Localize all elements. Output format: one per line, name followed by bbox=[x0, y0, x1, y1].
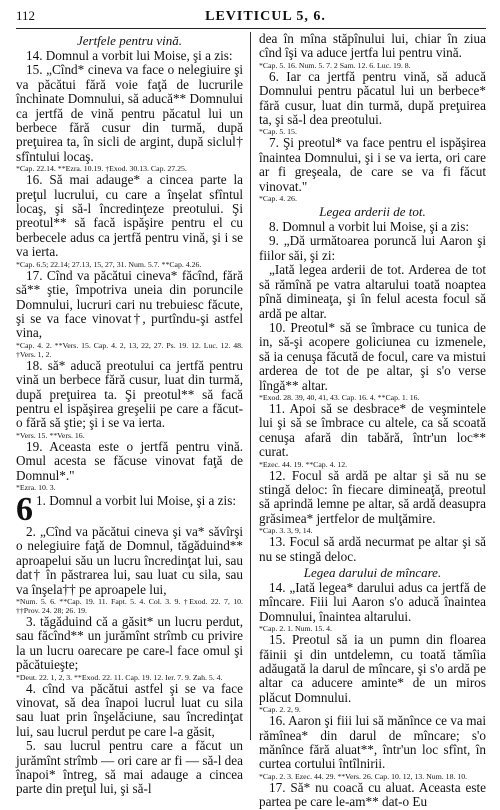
cross-references: *Vers. 15. **Vers. 16. bbox=[16, 430, 85, 440]
book-chapter-title: LEVITICUL 5, 6. bbox=[205, 9, 326, 24]
verse: 15. „Cînd* cineva va face o nelegiuire şi va păcătui fără voie faţă de lucrurile închinate Domnului, să aducă** Domnului ca jertfă de vină pentru păcatul lui un berbece fără cusur din turmă, după preţuirea ta, în sicli de argint, după siclul† sfîntului locaş. bbox=[16, 62, 243, 164]
verse: 12. Focul să ardă pe altar şi să nu se stingă deloc: în fiecare dimineaţă, preotul să aprindă lemne pe altar, să ardă deasupra grăsimea* jertfelor de mulţămire. bbox=[259, 467, 486, 526]
cross-references: *Exod. 28. 39, 40, 41, 43. Cap. 16. 4. **Cap. 1. 16. bbox=[259, 392, 420, 402]
right-column bbox=[251, 31, 486, 810]
verse: 14. „Iată legea* darului adus ca jertfă de mîncare. Fiii lui Aaron s'o aducă înaintea Domnului, înaintea altarului. bbox=[259, 580, 486, 624]
verse: 4. cînd va păcătui astfel şi se va face vinovat, să dea înapoi lucrul luat cu sila sau luat prin înşelăciune, sau încredinţat lui, sau lucrul perdut pe care l-a găsit, bbox=[16, 680, 243, 739]
cross-references: *Cap. 22.14. **Ezra. 10.19. †Exod. 30.13. Cap. 27.25. bbox=[16, 164, 187, 174]
verse: 16. Aaron şi fiii lui să mănînce ce va mai rămînea* din darul de mîncare; s'o mănînce fără aluat**, într'un loc sfînt, în curtea cortului întîlnirii. bbox=[259, 713, 486, 772]
cross-references: *Cap. 3. 3, 9, 14. bbox=[259, 526, 313, 536]
cross-references: *Cap. 2. 1. Num. 15. 4. bbox=[259, 624, 332, 634]
verse: 9. „Dă următoarea poruncă lui Aaron şi fiilor săi, şi zi: bbox=[259, 233, 486, 263]
verse: 3. tăgăduind că a găsit* un lucru perdut, sau făcînd** un jurămînt strîmb cu privire la un lucru oarecare pe care-l face omul şi păcătuieşte; bbox=[16, 614, 243, 673]
page-number: 112 bbox=[16, 8, 36, 23]
cross-references: *Ezra. 10. 3. bbox=[16, 482, 56, 492]
section-heading: Legea darului de mîncare. bbox=[303, 565, 442, 580]
cross-references: *Ezec. 44. 19. **Cap. 4. 12. bbox=[259, 459, 348, 469]
cross-references: *Cap. 4. 2. **Vers. 15. Cap. 4. 2, 13, 22, 27. Ps. 19. 12. Luc. 12. 48. †Vers. 1, 2. bbox=[16, 340, 243, 359]
verse: 14. Domnul a vorbit lui Moise, şi a zis: bbox=[26, 48, 233, 63]
verse: 6. Iar ca jertfă pentru vină, să aducă Domnului pentru păcatul lui un berbece* fără cusur, luat din turmă, după preţuirea ta, şi să-l dea preotului. bbox=[259, 68, 486, 128]
cross-references: *Cap. 4. 26. bbox=[259, 194, 297, 204]
verse: 18. să* aducă preotului ca jertfă pentru vină un berbece fără cusur, luat din turmă, după preţuirea ta. Şi preotul** să facă pentru el ispăşirea greşelii pe care a făcut-o fără să ştie; şi i se va ierta. bbox=[16, 357, 243, 431]
cross-references: *Deut. 22. 1, 2, 3. **Exod. 22. 11. Cap. 19. 12. Ier. 7. 9. Zah. 5. 4. bbox=[16, 672, 223, 682]
verse: 11. Apoi să se desbrace* de veşmintele lui şi să se îmbrace cu altele, ca să scoată cenuşa afară din tabără, într'un loc** curat. bbox=[259, 400, 486, 460]
cross-references: *Cap. 6.5; 22.14; 27.13, 15, 27, 31. Num. 5.7. **Cap. 4.26. bbox=[16, 259, 202, 269]
verse: 16. Să mai adauge* a cincea parte la preţul lucrului, cu care a înşelat sfîntul locaş, şi să-l încredinţeze preotului. Şi preotul** să facă ispăşire pentru el cu berbecele adus ca jertfă pentru vină, şi i se va ierta. bbox=[16, 172, 243, 260]
section-heading: Legea arderii de tot. bbox=[319, 204, 426, 220]
verse: 2. „Cînd va păcătui cineva şi va* săvîrşi o nelegiuire faţă de Domnul, tăgăduind** aproapelui său un lucru încredinţat lui, sau dat† în păstrarea lui, sau luat cu sila, sau va înşela†† pe aproapele lui, bbox=[16, 523, 243, 597]
section-heading: Jertfele pentru vină. bbox=[76, 33, 183, 48]
chapter-start bbox=[16, 490, 243, 528]
left-column bbox=[16, 32, 251, 797]
verse: 13. Focul să ardă necurmat pe altar şi să nu se stingă deloc. bbox=[259, 534, 486, 564]
verse: 19. Aceasta este o jertfă pentru vină. Omul acesta se făcuse vinovat faţă de Domnul*." bbox=[16, 438, 243, 483]
verse: 17. Să* nu coacă cu aluat. Aceasta este partea pe care le-am** dat-o Eu bbox=[259, 779, 486, 810]
two-column-text bbox=[16, 31, 486, 810]
verse-continuation: dea în mîna stăpînului lui, chiar în ziua cînd îşi va aduce jertfa lui pentru vină. bbox=[259, 31, 486, 61]
cross-references: *Cap. 5. 16. Num. 5. 7. 2 Sam. 12. 6. Luc. 19. 8. bbox=[259, 60, 411, 70]
verse: „Iată legea arderii de tot. Arderea de tot să rămînă pe vatra altarului toată noaptea pînă dimineaţa, şi în felul acesta focul să ardă pe altar. bbox=[259, 262, 486, 321]
cross-references: *Cap. 5. 15. bbox=[259, 127, 297, 137]
verse: 10. Preotul* să se îmbrace cu tunica de in, să-şi acopere goliciunea cu izmenele, să ia cenuşa făcută de focul, care va mistui arderea de tot de pe altar, şi s'o verse lîngă** altar. bbox=[259, 319, 486, 393]
verse: 1. Domnul a vorbit lui Moise, şi a zis: bbox=[36, 492, 236, 508]
verse: 7. Şi preotul* va face pentru el ispăşirea înaintea Domnului, şi i se va ierta, ori care ar fi greşeala, de care se va fi făcut vinovat." bbox=[259, 135, 486, 194]
cross-references: *Cap. 2. 3. Ezec. 44. 29. **Vers. 26. Cap. 10. 12, 13. Num. 18. 10. bbox=[259, 771, 468, 781]
cross-references: *Num. 5. 6. **Cap. 19. 11. Fapt. 5. 4. Col. 3. 9. †Exod. 22. 7, 10. ††Prov. 24. 28; 26. 19. bbox=[16, 597, 243, 615]
running-header bbox=[16, 8, 486, 29]
chapter-number: 6 bbox=[16, 490, 33, 528]
verse: 5. sau lucrul pentru care a făcut un jurămînt strîmb — ori care ar fi — să-l dea înapoi* întreg, să mai adauge a cincea parte din preţul lui, şi să-l bbox=[16, 738, 243, 797]
verse: 15. Preotul să ia un pumn din floarea făinii şi din untdelemn, cu toată tămîia adăugată la darul de mîncare, şi s'o ardă pe altar ca aducere aminte* de un miros plăcut Domnului. bbox=[259, 632, 486, 705]
verse: 17. Cînd va păcătui cineva* făcînd, fără să** ştie, împotriva uneia din poruncile Domnului, lucruri cari nu trebuiesc făcute, şi se va face vinovat†, purtîndu-şi astfel vina, bbox=[16, 267, 243, 341]
cross-references: *Cap. 2. 2, 9. bbox=[259, 705, 301, 715]
verse: 8. Domnul a vorbit lui Moise, şi a zis: bbox=[269, 219, 469, 235]
